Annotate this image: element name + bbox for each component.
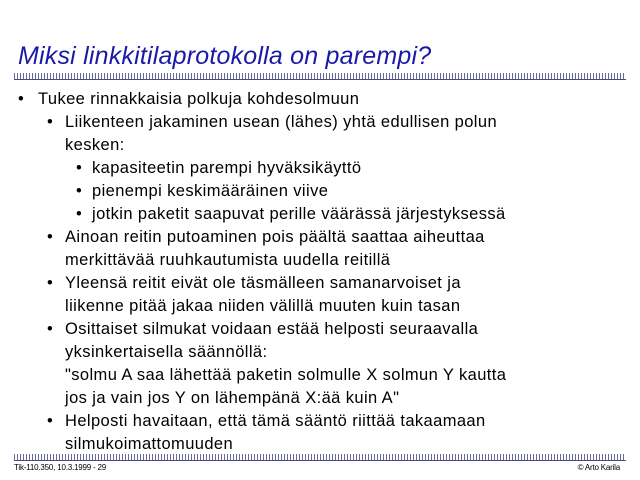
bullet-text-line: Ainoan reitin putoaminen pois päältä saattaa aiheuttaa: [65, 228, 485, 246]
bullet-item-level-2: [0, 272, 640, 318]
bullet-item-level-3: [0, 180, 640, 203]
bullet-item-level-1: [0, 88, 640, 111]
bullet-text-line: jotkin paketit saapuvat perille väärässä järjestyksessä: [92, 205, 506, 223]
bullet-marker: •: [76, 182, 83, 200]
bullet-item-level-2: [0, 111, 640, 157]
bullet-marker: •: [18, 90, 25, 108]
bullet-item-level-2: [0, 226, 640, 272]
title-divider-line: [14, 79, 626, 80]
bullet-text-line: "solmu A saa lähettää paketin solmulle X solmun Y kautta: [65, 366, 507, 384]
bullet-marker: •: [47, 412, 54, 430]
bullet-marker: •: [47, 320, 54, 338]
bullet-text-line: yksinkertaisella säännöllä:: [65, 343, 268, 361]
bullet-item-level-2: [0, 410, 640, 456]
bullet-text-line: jos ja vain jos Y on lähempänä X:ää kuin A": [65, 389, 400, 407]
bullet-text-line: silmukoimattomuuden: [65, 435, 234, 453]
footer-divider-line: [14, 460, 626, 461]
bullet-text-line: Yleensä reitit eivät ole täsmälleen samanarvoiset ja: [65, 274, 461, 292]
bullet-text-line: liikenne pitää jakaa niiden välillä muuten kuin tasan: [65, 297, 461, 315]
bullet-item-level-3: [0, 203, 640, 226]
bullet-text-line: kapasiteetin parempi hyväksikäyttö: [92, 159, 362, 177]
slide-content: [0, 88, 640, 456]
bullet-marker: •: [76, 159, 83, 177]
bullet-marker: •: [47, 274, 54, 292]
slide-title: Miksi linkkitilaprotokolla on parempi?: [18, 42, 432, 70]
bullet-text-line: pienempi keskimääräinen viive: [92, 182, 329, 200]
bullet-marker: •: [76, 205, 83, 223]
bullet-text-line: Tukee rinnakkaisia polkuja kohdesolmuun: [38, 90, 360, 108]
bullet-item-level-3: [0, 157, 640, 180]
bullet-text-line: Helposti havaitaan, että tämä sääntö riittää takaamaan: [65, 412, 486, 430]
bullet-text-line: Osittaiset silmukat voidaan estää helposti seuraavalla: [65, 320, 479, 338]
bullet-text-line: merkittävää ruuhkautumista uudella reitillä: [65, 251, 391, 269]
bullet-marker: •: [47, 228, 54, 246]
bullet-item-level-2: [0, 318, 640, 410]
bullet-text-line: Liikenteen jakaminen usean (lähes) yhtä edullisen polun: [65, 113, 498, 131]
footer-course-info: Tik-110.350, 10.3.1999 - 29: [14, 463, 106, 472]
bullet-list: [0, 88, 640, 456]
bullet-text-line: kesken:: [65, 136, 125, 154]
footer-copyright: © Arto Karila: [577, 463, 620, 472]
bullet-marker: •: [47, 113, 54, 131]
